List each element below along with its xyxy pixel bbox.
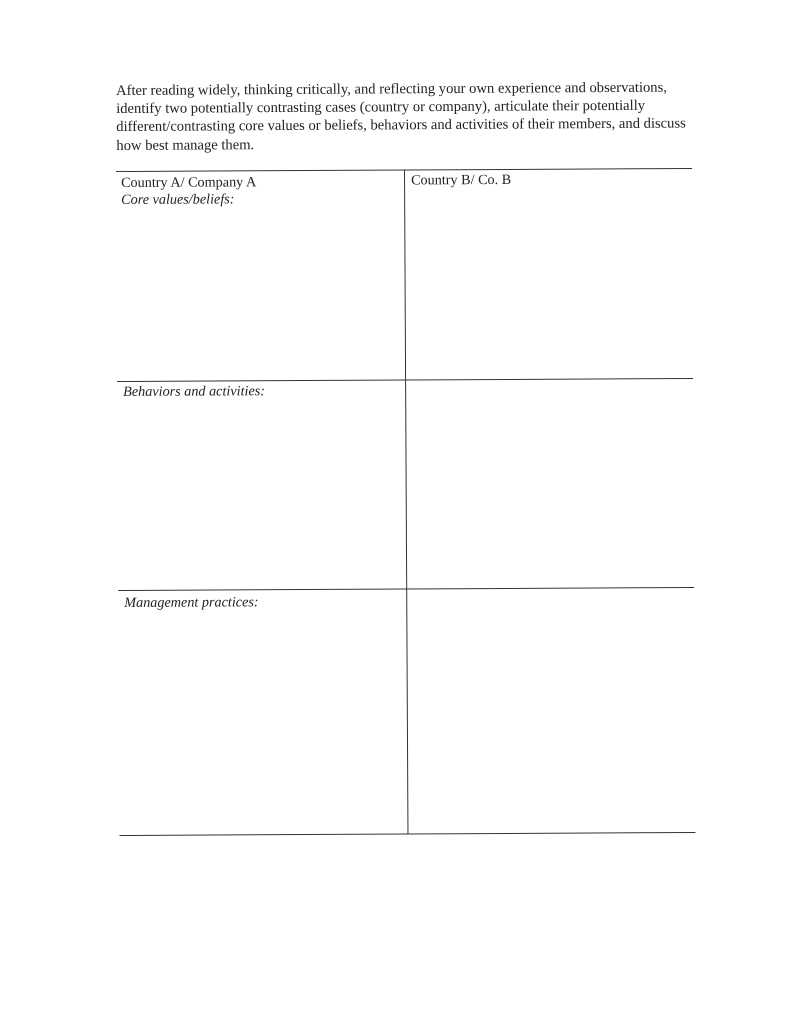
answer-cell-a-behaviors[interactable] xyxy=(117,401,406,590)
row-label-management: Management practices: xyxy=(124,594,259,611)
column-a-header: Country A/ Company A xyxy=(121,174,257,191)
answer-cell-b-core-values[interactable] xyxy=(405,190,693,380)
answer-cell-a-core-values[interactable] xyxy=(116,209,405,381)
column-b-header: Country B/ Co. B xyxy=(411,171,512,189)
answer-cell-b-behaviors[interactable] xyxy=(406,379,694,588)
answer-cell-b-management[interactable] xyxy=(407,588,695,833)
row-label-core-values: Core values/beliefs: xyxy=(121,191,235,208)
comparison-table xyxy=(116,168,695,836)
instructions-paragraph: After reading widely, thinking critically, and reflecting your own experience and observations, identify two potentially contrasting cases (country or company), articulate their potentially different/contrasting core values or beliefs, behaviors and activities of their members, and discuss how best manage them. xyxy=(116,79,686,154)
answer-cell-a-management[interactable] xyxy=(118,612,407,835)
row-label-behaviors: Behaviors and activities: xyxy=(123,383,266,400)
